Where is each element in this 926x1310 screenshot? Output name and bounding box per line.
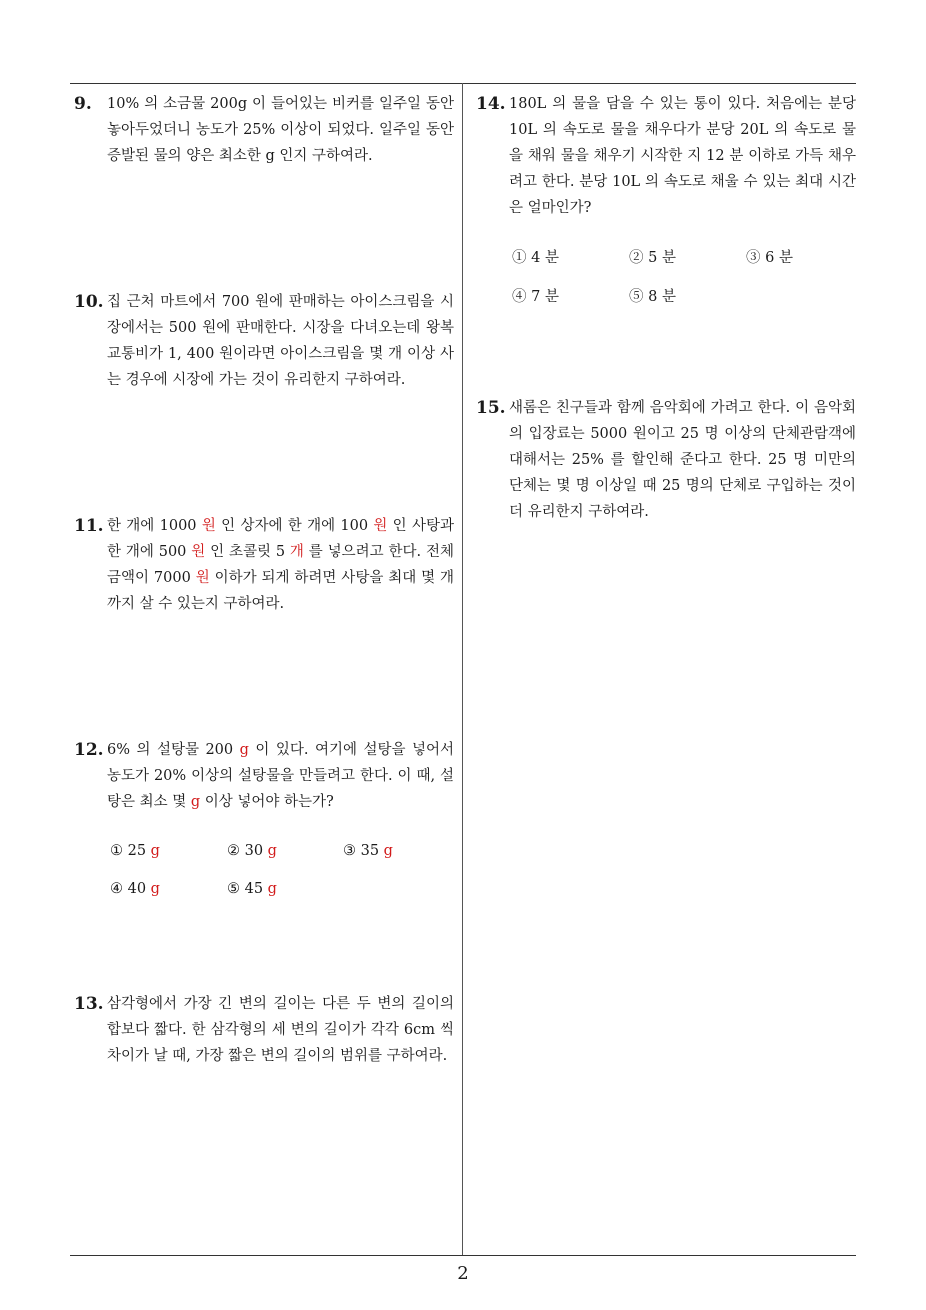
choice-5[interactable] <box>629 285 676 306</box>
problem-text <box>107 737 454 815</box>
footer-rule <box>70 1255 856 1256</box>
choice-mark: ② <box>629 250 644 266</box>
unit-label: g <box>190 794 201 810</box>
unit-label: g <box>383 843 393 859</box>
choice-value: 40 <box>127 881 147 897</box>
choice-mark: ④ <box>110 881 123 897</box>
unit-label: 원 <box>201 518 216 534</box>
unit-label: g <box>150 881 160 897</box>
text-segment: 한 개에 1000 <box>107 518 202 534</box>
choice-value: 25 <box>127 843 147 859</box>
unit-label: g <box>267 881 277 897</box>
choice-value: 30 <box>244 843 264 859</box>
choice-mark: ④ <box>512 289 527 305</box>
choice-value: 4 분 <box>531 250 559 266</box>
choice-value: 35 <box>360 843 380 859</box>
problem-11 <box>74 513 454 617</box>
text-segment: 인 사탕과 한 개에 500 <box>107 518 454 560</box>
choice-value: 6 분 <box>765 250 793 266</box>
choice-3[interactable] <box>746 246 793 267</box>
unit-label: g <box>239 742 249 758</box>
problem-number: 9. <box>74 94 92 114</box>
choice-5[interactable] <box>227 881 277 897</box>
text-segment: 이하가 되게 하려면 사탕을 최대 몇 개까지 살 수 있는지 구하여라. <box>107 570 455 612</box>
unit-label: g <box>267 843 277 859</box>
page-number: 2 <box>457 1263 469 1284</box>
problem-15 <box>476 395 856 525</box>
problem-number: 13. <box>74 994 104 1014</box>
text-segment: 를 넣으려고 한다. 전체 금액이 7000 <box>107 544 454 586</box>
choice-mark: ① <box>512 250 527 266</box>
choice-value: 45 <box>244 881 264 897</box>
unit-label: 원 <box>191 544 206 560</box>
choice-3[interactable] <box>343 843 393 859</box>
choice-value: 5 분 <box>648 250 676 266</box>
choice-1[interactable] <box>110 843 160 859</box>
choice-mark: ③ <box>746 250 761 266</box>
problem-9 <box>74 91 454 169</box>
text-segment: 인 상자에 한 개에 100 <box>215 518 374 534</box>
choice-mark: ⑤ <box>629 289 644 305</box>
problem-14 <box>476 91 856 221</box>
problem-number: 14. <box>476 94 506 114</box>
problem-text: 새롬은 친구들과 함께 음악회에 가려고 한다. 이 음악회의 입장료는 5000 원이고 25 명 이상의 단체관람객에 대해서는 25% 를 할인해 준다고 한다. 25 명 미만의 단체는 몇 명 이상일 때 25 명의 단체로 구입하는 것이 더 유리한지 구하여라. <box>509 400 856 520</box>
choice-4[interactable] <box>512 285 559 306</box>
text-segment: 이 있다. 여기에 설탕을 넣어서 농도가 20% 이상의 설탕물을 만들려고 한다. 이 때, 설탕은 최소 몇 <box>107 742 454 810</box>
header-rule <box>70 83 856 84</box>
choice-4[interactable] <box>110 881 160 897</box>
unit-label: 원 <box>373 518 388 534</box>
choice-2[interactable] <box>227 843 277 859</box>
choice-mark: ① <box>110 843 123 859</box>
choice-mark: ② <box>227 843 240 859</box>
problem-number: 10. <box>74 292 104 312</box>
column-divider <box>462 83 463 1255</box>
problem-number: 15. <box>476 398 506 418</box>
text-segment: 인 초콜릿 5 <box>205 544 290 560</box>
problem-10 <box>74 289 454 393</box>
problem-number: 11. <box>74 516 104 536</box>
choice-value: 7 분 <box>531 289 559 305</box>
problem-text: 180L 의 물을 담을 수 있는 통이 있다. 처음에는 분당 10L 의 속도로 물을 채우다가 분당 20L 의 속도로 물을 채워 물을 채우기 시작한 지 12 분 이하로 가득 채우려고 한다. 분당 10L 의 속도로 채울 수 있는 최대 시간은 얼마인가? <box>509 96 856 216</box>
problem-13 <box>74 991 454 1069</box>
choice-value: 8 분 <box>648 289 676 305</box>
unit-label: g <box>150 843 160 859</box>
choice-mark: ③ <box>343 843 356 859</box>
choice-2[interactable] <box>629 246 676 267</box>
problem-text <box>107 513 454 617</box>
unit-label: 원 <box>195 570 210 586</box>
text-segment: 이상 넣어야 하는가? <box>200 794 334 810</box>
text-segment: 6% 의 설탕물 200 <box>107 742 240 758</box>
problem-text: 10% 의 소금물 200g 이 들어있는 비커를 일주일 동안 놓아두었더니 농도가 25% 이상이 되었다. 일주일 동안 증발된 물의 양은 최소한 g 인지 구하여라. <box>107 96 454 164</box>
problem-12 <box>74 737 454 815</box>
choice-1[interactable] <box>512 246 559 267</box>
problem-text: 집 근처 마트에서 700 원에 판매하는 아이스크림을 시장에서는 500 원에 판매한다. 시장을 다녀오는데 왕복 교통비가 1, 400 원이라면 아이스크림을 몇 개 이상 사는 경우에 시장에 가는 것이 유리한지 구하여라. <box>107 294 454 388</box>
problem-number: 12. <box>74 740 104 760</box>
unit-label: 개 <box>289 544 304 560</box>
choice-mark: ⑤ <box>227 881 240 897</box>
problem-text: 삼각형에서 가장 긴 변의 길이는 다른 두 변의 길이의 합보다 짧다. 한 삼각형의 세 변의 길이가 각각 6cm 씩 차이가 날 때, 가장 짧은 변의 길이의 범위를 구하여라. <box>107 996 454 1064</box>
